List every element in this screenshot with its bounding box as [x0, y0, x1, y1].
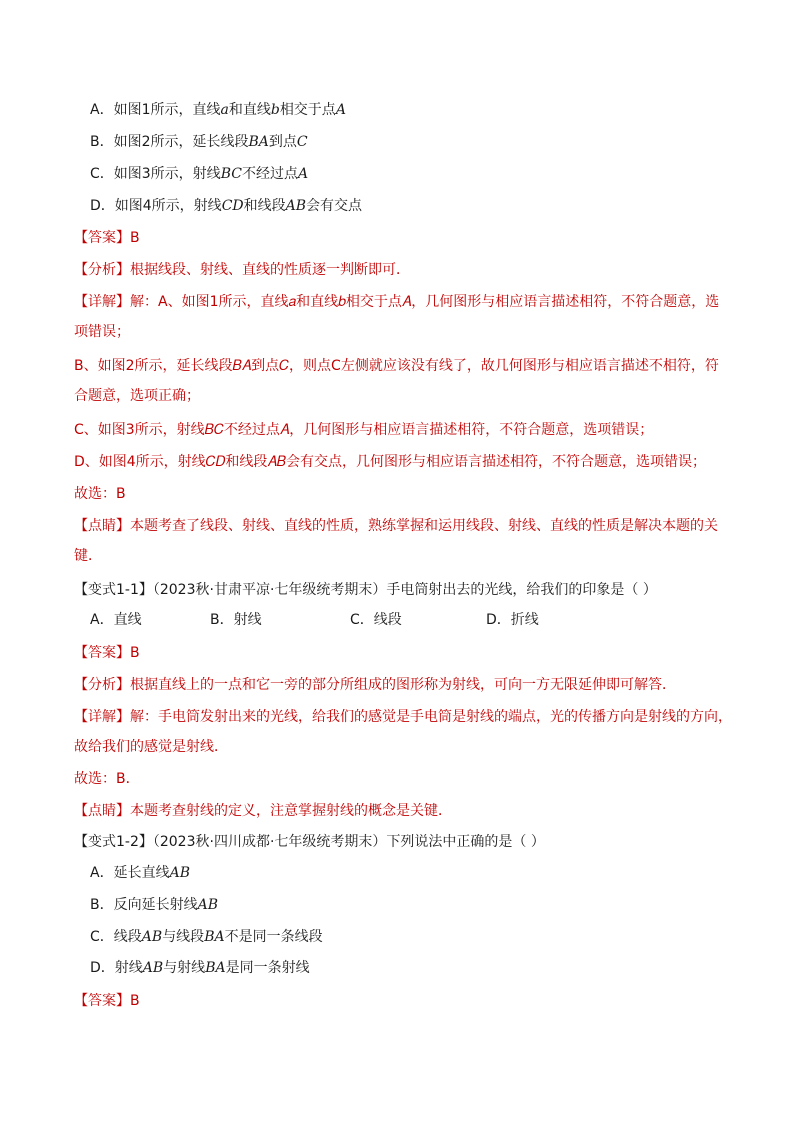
variant-1-2-option-c	[90, 927, 323, 947]
q1-detail-line	[74, 292, 719, 312]
answer-value: B	[130, 645, 140, 661]
math-symbol: BC	[220, 166, 242, 182]
option-text: B．如图2所示，延长线段	[90, 134, 249, 150]
option-text: 相交于点	[279, 102, 336, 118]
q1-detail-line: 合题意，选项正确；	[74, 388, 200, 404]
q1-comment-line: 键．	[74, 548, 102, 564]
detail-text: 解：A、如图1所示，直线𝑎和直线𝑏相交于点𝐴，几何图形与相应语言描述相符，不符合题意，选	[130, 294, 720, 310]
q1-detail-line: C、如图3所示，射线𝐵𝐶不经过点𝐴，几何图形与相应语言描述相符，不符合题意，选项错误；	[74, 422, 654, 438]
answer-value: B	[130, 993, 140, 1009]
comment-text: 本题考查射线的定义，注意掌握射线的概念是关键．	[130, 803, 452, 819]
option-c: C．线段	[350, 612, 402, 628]
option-text: D．射线	[90, 960, 143, 976]
answer-value: B	[130, 230, 140, 246]
option-text: 是同一条射线	[225, 960, 310, 976]
comment-text: 本题考查了线段、射线、直线的性质，熟练掌握和运用线段、射线、直线的性质是解决本题的关	[130, 518, 718, 534]
analysis-tag: 【分析】	[74, 677, 130, 693]
q1-analysis	[74, 260, 410, 280]
variant-1-2-answer	[74, 991, 140, 1011]
q1-comment	[74, 516, 718, 536]
analysis-tag: 【分析】	[74, 262, 130, 278]
option-text: 和直线	[228, 102, 271, 118]
detail-tag: 【详解】	[74, 709, 130, 725]
math-symbol: BA	[204, 929, 225, 945]
math-symbol: CD	[221, 198, 244, 214]
math-symbol: AB	[169, 865, 190, 881]
option-b: B．射线	[210, 612, 262, 628]
q1-detail-line: 故选：B	[74, 486, 126, 502]
option-a: A．直线	[90, 612, 142, 628]
variant-1-1-detail-line: 故选：B．	[74, 771, 140, 787]
option-text: D．如图4所示，射线	[90, 198, 222, 214]
math-symbol: AB	[141, 929, 163, 945]
math-symbol: BA	[205, 960, 226, 976]
option-text: 到点	[268, 134, 297, 150]
math-symbol: AB	[142, 960, 164, 976]
q1-option-c	[90, 164, 308, 184]
q1-detail-line: D、如图4所示，射线𝐶𝐷和线段𝐴𝐵会有交点，几何图形与相应语言描述相符，不符合题意，选项错误；	[74, 454, 707, 470]
variant-1-1-stem: 【变式1-1】（2023秋·甘肃平凉·七年级统考期末）手电筒射出去的光线，给我们的印象是（ ）	[74, 582, 657, 598]
variant-1-2-option-d	[90, 958, 310, 978]
detail-text: 解：手电筒发射出来的光线，给我们的感觉是手电筒是射线的端点，光的传播方向是射线的方向，	[130, 709, 732, 725]
q1-option-d	[90, 196, 362, 216]
math-symbol: b	[270, 102, 280, 118]
math-symbol: AB	[285, 198, 307, 214]
math-symbol: BA	[248, 134, 269, 150]
variant-1-1-options	[90, 610, 610, 630]
option-text: C．如图3所示，射线	[90, 166, 221, 182]
option-text: 不经过点	[241, 166, 298, 182]
variant-1-1-detail	[74, 707, 732, 727]
option-text: 与射线	[163, 960, 206, 976]
math-symbol: C	[296, 134, 308, 150]
option-d: D．折线	[486, 612, 539, 628]
variant-1-1-analysis	[74, 675, 676, 695]
q1-detail-line: 项错误；	[74, 324, 130, 340]
math-symbol: AB	[197, 897, 219, 913]
variant-1-2-stem: 【变式1-2】（2023秋·四川成都·七年级统考期末）下列说法中正确的是（ ）	[74, 834, 545, 850]
option-text: 会有交点	[306, 198, 363, 214]
math-symbol: a	[220, 102, 229, 118]
q1-option-a	[90, 100, 346, 120]
answer-tag: 【答案】	[74, 230, 130, 246]
variant-1-1-answer	[74, 643, 140, 663]
option-text: A．如图1所示，直线	[90, 102, 221, 118]
analysis-text: 根据直线上的一点和它一旁的部分所组成的图形称为射线，可向一方无限延伸即可解答．	[130, 677, 676, 693]
option-text: 不是同一条线段	[224, 929, 323, 945]
option-text: B．反向延长射线	[90, 897, 198, 913]
option-text: C．线段	[90, 929, 142, 945]
answer-tag: 【答案】	[74, 993, 130, 1009]
variant-1-2-option-b	[90, 895, 218, 915]
option-text: A．延长直线	[90, 865, 170, 881]
math-symbol: A	[335, 102, 346, 118]
option-text: 和线段	[243, 198, 286, 214]
comment-tag: 【点睛】	[74, 518, 130, 534]
q1-option-b	[90, 132, 308, 152]
variant-1-1-comment	[74, 801, 452, 821]
q1-detail-line: B、如图2所示，延长线段𝐵𝐴到点𝐶，则点C左侧就应该没有线了，故几何图形与相应语言描述不相符，符	[74, 358, 719, 374]
analysis-text: 根据线段、射线、直线的性质逐一判断即可．	[130, 262, 410, 278]
variant-1-2-option-a	[90, 863, 190, 883]
comment-tag: 【点睛】	[74, 803, 130, 819]
answer-tag: 【答案】	[74, 645, 130, 661]
q1-answer	[74, 228, 140, 248]
math-symbol: A	[297, 166, 309, 182]
detail-tag: 【详解】	[74, 294, 130, 310]
variant-1-1-detail-line: 故给我们的感觉是射线．	[74, 739, 228, 755]
option-text: 与线段	[162, 929, 205, 945]
